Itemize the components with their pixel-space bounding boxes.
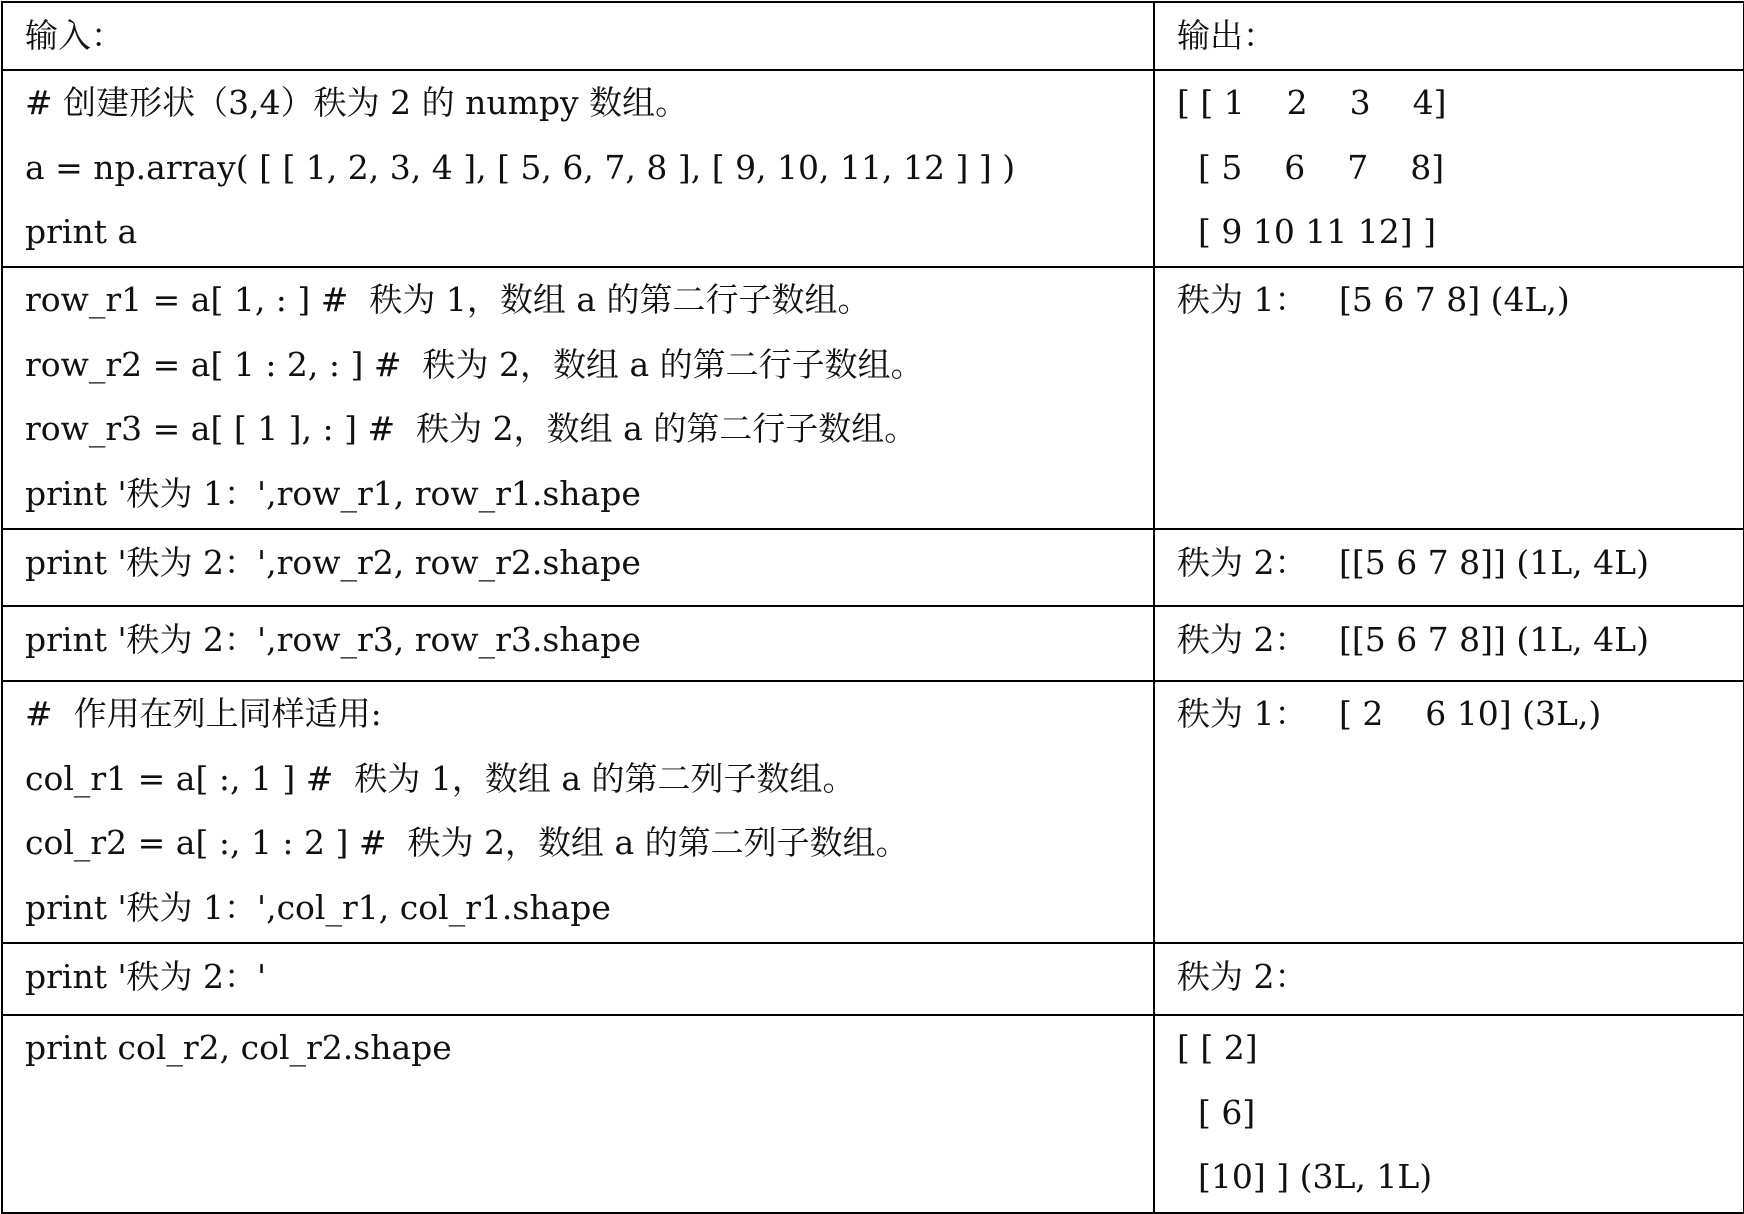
code-line: print '秩为 2：',row_r2, row_r2.shape (25, 543, 641, 582)
output-line: [10] ] (3L, 1L) (1177, 1157, 1433, 1197)
table-row (2, 681, 1744, 943)
output-line: [ [ 2] (1177, 1028, 1258, 1067)
code-line: row_r2 = a[ 1 : 2, : ] # 秩为 2，数组 a 的第二行子数组。 (25, 344, 924, 384)
table-row (2, 70, 1744, 267)
code-line: print '秩为 1：',col_r1, col_r1.shape (25, 887, 611, 927)
output-cell (1154, 943, 1744, 1015)
code-line: print '秩为 2：',row_r3, row_r3.shape (25, 620, 641, 659)
input-cell (2, 267, 1154, 529)
code-line: # 作用在列上同样适用: (25, 694, 382, 733)
input-cell (2, 606, 1154, 681)
code-line: print '秩为 2：' (25, 957, 267, 996)
code-line: # 创建形状（3,4）秩为 2 的 numpy 数组。 (25, 83, 689, 122)
output-cell (1154, 70, 1744, 267)
code-line: print col_r2, col_r2.shape (25, 1028, 452, 1067)
input-cell (2, 529, 1154, 606)
table-row (2, 529, 1744, 606)
code-line: col_r2 = a[ :, 1 : 2 ] # 秩为 2，数组 a 的第二列子数组。 (25, 823, 909, 863)
code-line: print '秩为 1：',row_r1, row_r1.shape (25, 473, 641, 513)
code-line: col_r1 = a[ :, 1 ] # 秩为 1，数组 a 的第二列子数组。 (25, 758, 856, 798)
output-line: 秩为 2： [[5 6 7 8]] (1L, 4L) (1177, 543, 1649, 582)
output-line: 秩为 1： [5 6 7 8] (4L,) (1177, 280, 1570, 319)
code-line: row_r3 = a[ [ 1 ], : ] # 秩为 2，数组 a 的第二行子数组。 (25, 409, 918, 449)
output-line: [ 5 6 7 8] (1177, 147, 1445, 187)
table-row (2, 606, 1744, 681)
output-header-cell (1154, 2, 1744, 70)
input-cell (2, 70, 1154, 267)
input-cell (2, 681, 1154, 943)
code-line: a = np.array( [ [ 1, 2, 3, 4 ], [ 5, 6, 7, 8 ], [ 9, 10, 11, 12 ] ] ) (25, 147, 1016, 187)
table-row (2, 267, 1744, 529)
table-header-row (2, 2, 1744, 70)
input-header-label: 输入： (25, 16, 124, 55)
output-cell (1154, 1015, 1744, 1213)
input-output-table (1, 1, 1744, 1214)
output-line: [ [ 1 2 3 4] (1177, 83, 1447, 122)
output-line: 秩为 2： (1177, 957, 1308, 996)
output-cell (1154, 529, 1744, 606)
output-cell (1154, 681, 1744, 943)
output-line: [ 6] (1177, 1092, 1256, 1132)
code-line: row_r1 = a[ 1, : ] # 秩为 1，数组 a 的第二行子数组。 (25, 280, 871, 319)
output-line: 秩为 1： [ 2 6 10] (3L,) (1177, 694, 1602, 733)
table-row (2, 1015, 1744, 1213)
input-header-cell (2, 2, 1154, 70)
output-cell (1154, 606, 1744, 681)
output-line: [ 9 10 11 12] ] (1177, 212, 1437, 252)
input-cell (2, 1015, 1154, 1213)
output-line: 秩为 2： [[5 6 7 8]] (1L, 4L) (1177, 620, 1649, 659)
input-cell (2, 943, 1154, 1015)
output-cell (1154, 267, 1744, 529)
table-row (2, 943, 1744, 1015)
code-line: print a (25, 212, 138, 252)
output-header-label: 输出： (1177, 16, 1276, 55)
